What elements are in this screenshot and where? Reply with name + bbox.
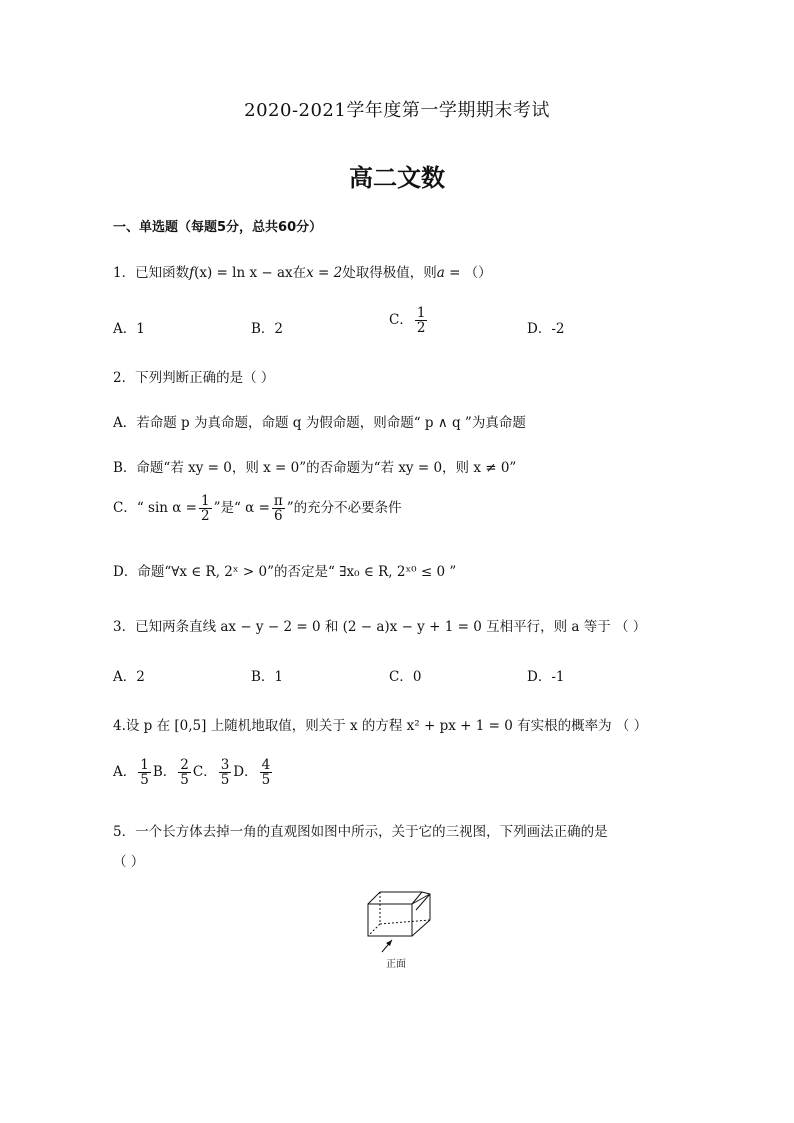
q4-option-c-frac: [219, 758, 232, 787]
q1-mid: 在: [292, 265, 307, 281]
q2-option-c-part3: ”的充分不必要条件: [286, 500, 402, 517]
question-5-stem: 5．一个长方体去掉一角的直观图如图中所示，关于它的三视图，下列画法正确的是: [113, 824, 608, 840]
q1-number: 1．已知函数: [113, 265, 190, 281]
q4-b-num: 2: [180, 757, 189, 773]
question-4-stem: 4.设 p 在 [0,5] 上随机地取值，则关于 x 的方程 x² + px + 1 = 0 有实根的概率为 （ ）: [113, 718, 648, 734]
q2-option-c: [113, 494, 402, 523]
q1-option-d: D．-2: [527, 321, 565, 337]
q2-option-b: B．命题“若 xy = 0，则 x = 0”的否命题为“若 xy = 0，则 x ≠ 0”: [113, 460, 517, 476]
q1-option-b: B．2: [251, 321, 284, 337]
exam-subtitle: 高二文数: [349, 164, 445, 192]
exam-title: 2020-2021学年度第一学期期末考试: [244, 100, 550, 121]
cuboid-cut-edge-2: [412, 894, 430, 904]
q4-option-d-label: D．: [233, 764, 258, 781]
q1-cond: x = 2: [306, 265, 343, 281]
q4-c-num: 3: [220, 757, 230, 773]
q1-option-c-fraction: [415, 306, 428, 335]
q4-a-num: 1: [140, 757, 149, 773]
cuboid-hidden-edge-3: [368, 924, 380, 936]
q2-option-c-part1: C．“ sin α =: [113, 500, 197, 517]
q1-var: a: [436, 265, 445, 281]
q2-option-d: D．命题“∀x ∈ R, 2ˣ > 0”的否定是“ ∃x₀ ∈ R, 2ˣ⁰ ≤ 0 ”: [113, 564, 457, 580]
q1-end: = （）: [444, 265, 492, 281]
cuboid-hidden-edge-2: [380, 920, 430, 924]
figure-label-front: 正面: [386, 959, 406, 970]
q3-option-a: A．2: [113, 669, 145, 685]
question-1-stem: [113, 261, 492, 281]
q4-a-den: 5: [140, 772, 149, 789]
cuboid-front-face: [368, 904, 412, 936]
q3-option-b: B．1: [251, 669, 284, 685]
q2-c-den1: 2: [200, 508, 210, 525]
q4-option-d-frac: [260, 758, 273, 787]
q4-d-num: 4: [261, 757, 271, 773]
q4-c-den: 5: [220, 772, 230, 789]
q2-c-num1: 1: [200, 493, 210, 509]
q4-d-den: 5: [261, 772, 271, 789]
q5-paren: （ ）: [113, 854, 145, 870]
q1-option-c-num: 1: [416, 305, 426, 321]
q1-option-a: A．1: [113, 321, 145, 337]
q1-option-c-prefix: C．: [389, 312, 413, 329]
q2-option-a: A．若命题 p 为真命题，命题 q 为假命题，则命题“ p ∧ q ”为真命题: [113, 415, 526, 431]
q2-option-c-frac2: [272, 494, 285, 523]
q4-option-b-frac: [178, 758, 191, 787]
q2-option-c-frac1: [199, 494, 212, 523]
q1-option-c: [389, 306, 429, 335]
q4-options: [113, 758, 274, 787]
question-2-stem: 2．下列判断正确的是（ ）: [113, 370, 275, 386]
q1-expr: (x) = ln x − ax: [194, 265, 293, 281]
q3-option-d: D．-1: [527, 669, 565, 685]
q1-tail: 处取得极值，则: [342, 265, 437, 281]
q4-option-a-frac: [138, 758, 151, 787]
q1-option-c-den: 2: [416, 320, 426, 337]
q2-c-den2: 6: [274, 508, 283, 525]
q2-option-c-part2: ”是“ α =: [213, 500, 270, 517]
q4-option-c-label: C．: [192, 764, 217, 781]
front-arrow-head: [386, 940, 392, 946]
cuboid-cut-edge: [412, 892, 422, 904]
q1-func: f: [189, 265, 195, 281]
question-3-stem: 3．已知两条直线 ax − y − 2 = 0 和 (2 − a)x − y + 1 = 0 互相平行，则 a 等于 （ ）: [113, 619, 647, 635]
q4-option-b-label: B．: [152, 764, 177, 781]
q4-b-den: 5: [180, 772, 189, 789]
q4-option-a-label: A．: [113, 764, 137, 781]
section-heading: 一、单选题（每题5分，总共60分）: [113, 220, 323, 235]
q2-c-num2: π: [273, 493, 283, 509]
q3-option-c: C．0: [389, 669, 422, 685]
